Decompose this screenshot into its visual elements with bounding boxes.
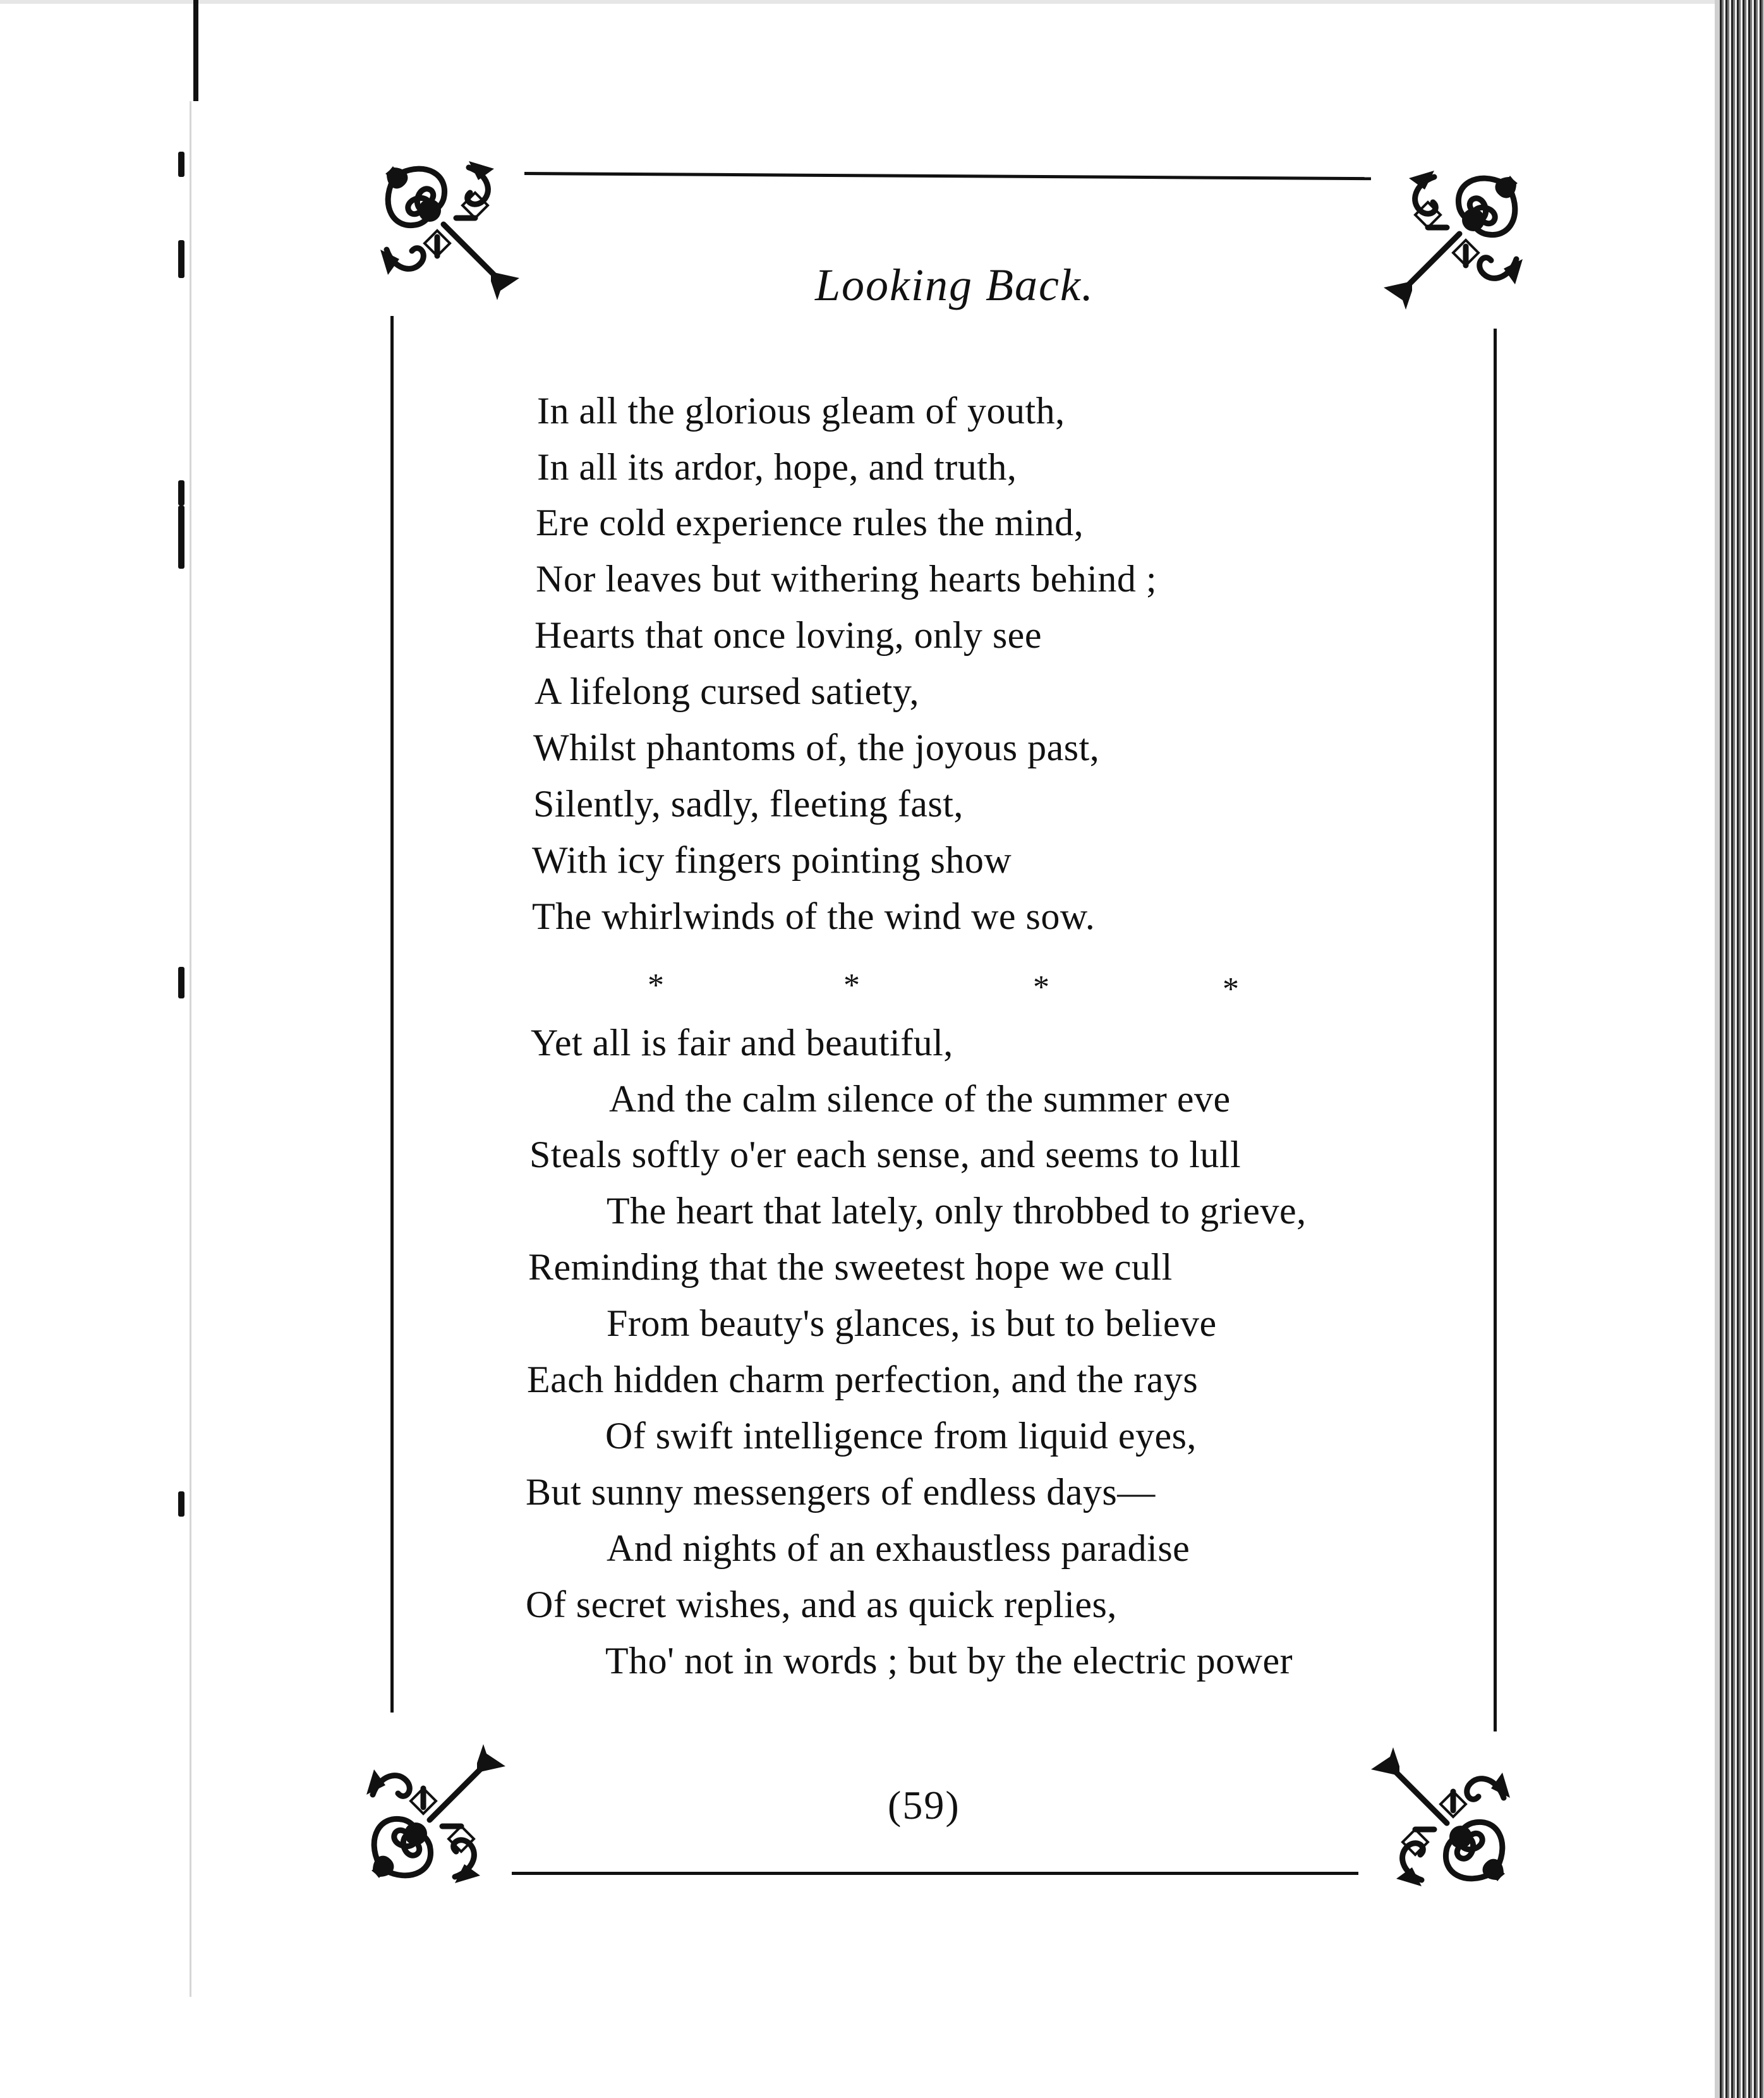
- poem-line: Each hidden charm perfection, and the rays: [527, 1359, 1199, 1400]
- page-stack-edge: [1720, 0, 1764, 2098]
- frame-right-line: [1494, 329, 1497, 1731]
- floral-corner-ornament-icon: [374, 155, 538, 319]
- poem-line: The heart that lately, only throbbed to grieve,: [607, 1190, 1307, 1232]
- binding-mark: [193, 0, 198, 101]
- poem-line: Reminding that the sweetest hope we cull: [528, 1246, 1173, 1288]
- page-number: (59): [888, 1783, 960, 1828]
- poem-line: A lifelong cursed satiety,: [535, 670, 919, 712]
- poem-line: Whilst phantoms of, the joyous past,: [533, 727, 1100, 768]
- poem-line: Hearts that once loving, only see: [535, 614, 1042, 656]
- poem-line: With icy fingers pointing show: [532, 839, 1012, 881]
- floral-corner-ornament-icon: [360, 1725, 524, 1889]
- poem-title: Looking Back.: [815, 260, 1094, 310]
- poem-line: Ere cold experience rules the mind,: [536, 502, 1084, 543]
- top-edge: [0, 0, 1764, 4]
- poem-line: The whirlwinds of the wind we sow.: [532, 895, 1096, 937]
- poem-line: But sunny messengers of endless days—: [526, 1471, 1156, 1513]
- poem-line: Of swift intelligence from liquid eyes,: [605, 1415, 1197, 1457]
- asterisk: *: [1223, 971, 1239, 1007]
- poem-line: In all its ardor, hope, and truth,: [537, 446, 1017, 488]
- floral-corner-ornament-icon: [1352, 1728, 1516, 1893]
- asterisk: *: [1033, 969, 1049, 1005]
- binding-fold: [190, 101, 191, 1997]
- poem-line: Steals softly o'er each sense, and seems to lull: [529, 1134, 1241, 1175]
- frame-top-line: [524, 172, 1371, 180]
- floral-corner-ornament-icon: [1365, 164, 1529, 329]
- poem-line: Of secret wishes, and as quick replies,: [526, 1584, 1117, 1625]
- poem-line: Yet all is fair and beautiful,: [531, 1022, 953, 1064]
- poem-line: And nights of an exhaustless paradise: [607, 1527, 1190, 1569]
- poem-line: Silently, sadly, fleeting fast,: [533, 783, 964, 825]
- poem-line: And the calm silence of the summer eve: [609, 1078, 1231, 1120]
- poem-line: From beauty's glances, is but to believe: [607, 1302, 1217, 1344]
- poem-line: Nor leaves but withering hearts behind ;: [536, 558, 1157, 600]
- frame-bottom-line: [512, 1872, 1358, 1875]
- frame-left-line: [390, 316, 394, 1713]
- page-stack-shadow: [1715, 0, 1720, 2098]
- poem-line: Tho' not in words ; but by the electric power: [605, 1640, 1293, 1682]
- asterisk: *: [648, 967, 664, 1004]
- asterisk: *: [843, 967, 860, 1004]
- poem-line: In all the glorious gleam of youth,: [537, 390, 1065, 432]
